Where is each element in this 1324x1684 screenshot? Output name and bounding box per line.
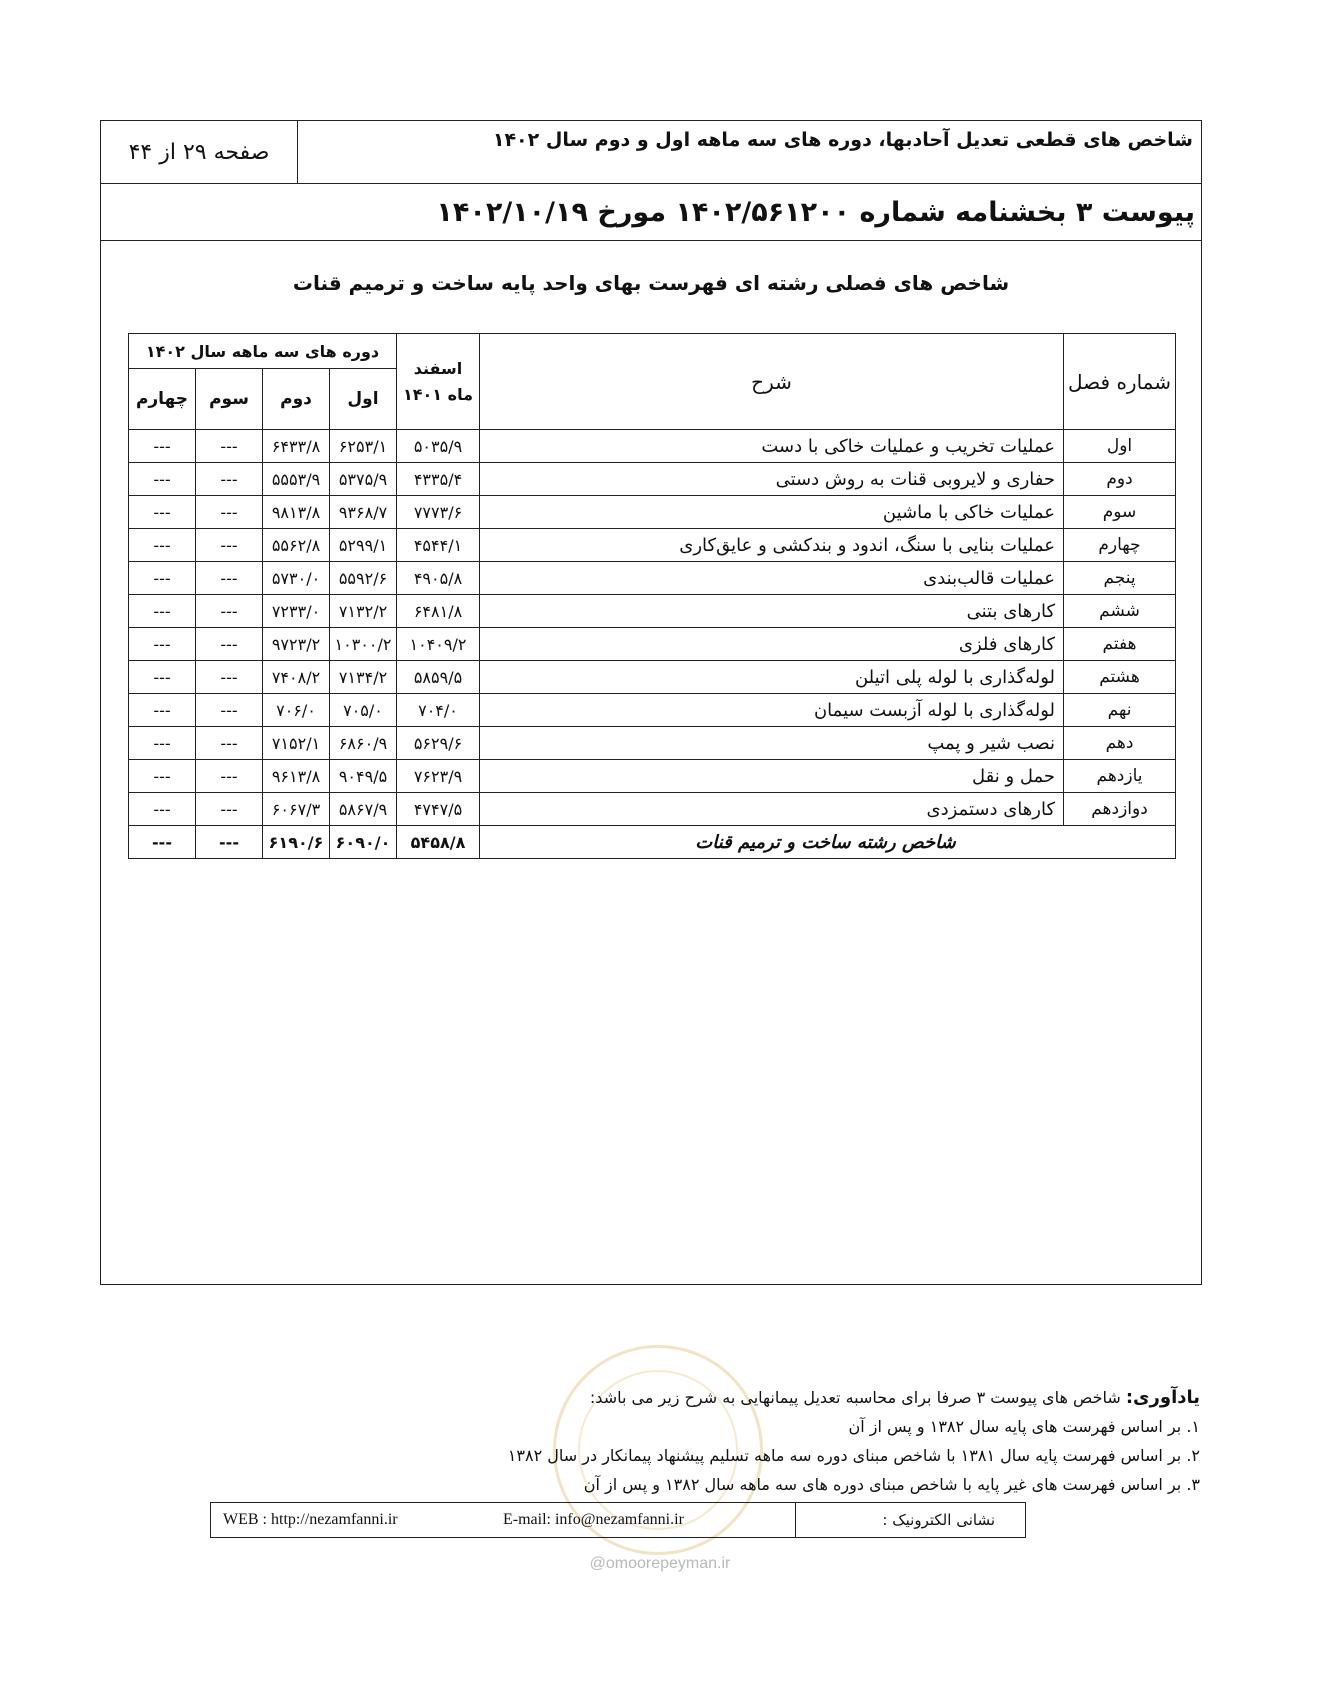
table-row	[129, 760, 1176, 793]
q3-cell: ---	[196, 793, 263, 826]
chapter-cell: هفتم	[1064, 628, 1176, 661]
q1-cell: ۷۰۵/۰	[330, 694, 397, 727]
q3-cell: ---	[196, 694, 263, 727]
q2-cell: ۷۱۵۲/۱	[263, 727, 330, 760]
table-body	[129, 430, 1176, 859]
table-row	[129, 463, 1176, 496]
q4-cell: ---	[129, 529, 196, 562]
chapter-cell: نهم	[1064, 694, 1176, 727]
total-description-cell: شاخص رشته ساخت و ترمیم قنات	[480, 826, 1176, 859]
q4-cell: ---	[129, 628, 196, 661]
table-row	[129, 430, 1176, 463]
q1-cell: ۱۰۳۰۰/۲	[330, 628, 397, 661]
chapter-cell: سوم	[1064, 496, 1176, 529]
chapter-cell: دوم	[1064, 463, 1176, 496]
col-header-q2: دوم	[263, 369, 330, 430]
document-title: شاخص های قطعی تعدیل آحادبها، دوره های سه ماهه اول و دوم سال ۱۴۰۲	[492, 129, 1193, 151]
q1-cell: ۵۵۹۲/۶	[330, 562, 397, 595]
col-header-chapter: شماره فصل	[1064, 334, 1176, 430]
q3-cell: ---	[196, 430, 263, 463]
notes-intro: شاخص های پیوست ۳ صرفا برای محاسبه تعدیل پیمانهایی به شرح زیر می باشد:	[589, 1388, 1121, 1407]
chapter-cell: ششم	[1064, 595, 1176, 628]
esfand-cell: ۴۹۰۵/۸	[397, 562, 480, 595]
q4-cell: ---	[129, 496, 196, 529]
q1-cell: ۶۸۶۰/۹	[330, 727, 397, 760]
q1-cell: ۷۱۳۲/۲	[330, 595, 397, 628]
q1-cell: ۹۳۶۸/۷	[330, 496, 397, 529]
esfand-cell: ۷۰۴/۰	[397, 694, 480, 727]
chapter-cell: یازدهم	[1064, 760, 1176, 793]
notes-lead: یادآوری:	[1125, 1387, 1200, 1408]
esfand-cell: ۶۴۸۱/۸	[397, 595, 480, 628]
description-cell: حمل و نقل	[480, 760, 1064, 793]
website-link[interactable]: WEB : http://nezamfanni.ir	[223, 1511, 398, 1528]
header-row	[101, 121, 1201, 184]
table-row	[129, 661, 1176, 694]
table-row	[129, 496, 1176, 529]
description-cell: عملیات بنایی با سنگ، اندود و بندکشی و عایق‌کاری	[480, 529, 1064, 562]
q1-cell: ۶۲۵۳/۱	[330, 430, 397, 463]
q1-cell: ۵۳۷۵/۹	[330, 463, 397, 496]
description-cell: حفاری و لایروبی قنات به روش دستی	[480, 463, 1064, 496]
esfand-cell: ۴۷۴۷/۵	[397, 793, 480, 826]
q2-cell: ۵۵۶۲/۸	[263, 529, 330, 562]
description-cell: لوله‌گذاری با لوله آزبست سیمان	[480, 694, 1064, 727]
q4-cell: ---	[129, 430, 196, 463]
q2-cell: ۹۶۱۳/۸	[263, 760, 330, 793]
q4-cell: ---	[129, 562, 196, 595]
description-cell: کارهای دستمزدی	[480, 793, 1064, 826]
site-tag: @omoorepeyman.ir	[589, 1555, 731, 1572]
table-row	[129, 529, 1176, 562]
table-row	[129, 793, 1176, 826]
total-q3-cell: ---	[196, 826, 263, 859]
note-item: ۳. بر اساس فهرست های غیر پایه با شاخص مبنای دوره های سه ماهه سال ۱۳۸۲ و پس از آن	[583, 1475, 1200, 1494]
q2-cell: ۵۵۵۳/۹	[263, 463, 330, 496]
q3-cell: ---	[196, 727, 263, 760]
q3-cell: ---	[196, 529, 263, 562]
q2-cell: ۷۲۳۳/۰	[263, 595, 330, 628]
chapter-cell: هشتم	[1064, 661, 1176, 694]
chapter-cell: چهارم	[1064, 529, 1176, 562]
q4-cell: ---	[129, 793, 196, 826]
q4-cell: ---	[129, 661, 196, 694]
col-header-q4: چهارم	[129, 369, 196, 430]
chapter-cell: اول	[1064, 430, 1176, 463]
q2-cell: ۶۴۳۳/۸	[263, 430, 330, 463]
q3-cell: ---	[196, 661, 263, 694]
appendix-title: پیوست ۳ بخشنامه شماره ۱۴۰۲/۵۶۱۲۰۰ مورخ ۱۴۰۲/۱۰/۱۹	[101, 184, 1201, 241]
notes-section	[420, 1383, 1200, 1499]
q2-cell: ۹۸۱۳/۸	[263, 496, 330, 529]
q4-cell: ---	[129, 463, 196, 496]
chapter-cell: دوازدهم	[1064, 793, 1176, 826]
description-cell: کارهای فلزی	[480, 628, 1064, 661]
total-esfand-cell: ۵۴۵۸/۸	[397, 826, 480, 859]
table-row	[129, 727, 1176, 760]
col-header-q3: سوم	[196, 369, 263, 430]
total-row	[129, 826, 1176, 859]
note-item: ۱. بر اساس فهرست های پایه سال ۱۳۸۲ و پس از آن	[848, 1417, 1200, 1436]
q3-cell: ---	[196, 595, 263, 628]
q3-cell: ---	[196, 496, 263, 529]
esfand-cell: ۵۸۵۹/۵	[397, 661, 480, 694]
q1-cell: ۵۲۹۹/۱	[330, 529, 397, 562]
q4-cell: ---	[129, 760, 196, 793]
col-header-description: شرح	[480, 334, 1064, 430]
table-row	[129, 628, 1176, 661]
total-q1-cell: ۶۰۹۰/۰	[330, 826, 397, 859]
contact-box	[210, 1502, 1026, 1538]
q2-cell: ۷۰۶/۰	[263, 694, 330, 727]
esfand-cell: ۱۰۴۰۹/۲	[397, 628, 480, 661]
q3-cell: ---	[196, 562, 263, 595]
description-cell: عملیات قالب‌بندی	[480, 562, 1064, 595]
q3-cell: ---	[196, 463, 263, 496]
q1-cell: ۵۸۶۷/۹	[330, 793, 397, 826]
esfand-cell: ۵۰۳۵/۹	[397, 430, 480, 463]
esfand-cell: ۵۶۲۹/۶	[397, 727, 480, 760]
index-table	[128, 333, 1176, 859]
description-cell: نصب شیر و پمپ	[480, 727, 1064, 760]
esfand-cell: ۴۵۴۴/۱	[397, 529, 480, 562]
q1-cell: ۷۱۳۴/۲	[330, 661, 397, 694]
col-header-q1: اول	[330, 369, 397, 430]
q4-cell: ---	[129, 595, 196, 628]
description-cell: کارهای بتنی	[480, 595, 1064, 628]
table-row	[129, 595, 1176, 628]
q3-cell: ---	[196, 760, 263, 793]
q2-cell: ۷۴۰۸/۲	[263, 661, 330, 694]
q4-cell: ---	[129, 694, 196, 727]
notes-intro-line	[420, 1383, 1200, 1412]
page-number: صفحه ۲۹ از ۴۴	[101, 121, 298, 183]
esfand-cell: ۷۷۷۳/۶	[397, 496, 480, 529]
email-link[interactable]: E-mail: info@nezamfanni.ir	[503, 1511, 684, 1528]
col-header-esfand: اسفند ماه ۱۴۰۱	[397, 334, 480, 430]
description-cell: عملیات خاکی با ماشین	[480, 496, 1064, 529]
total-q4-cell: ---	[129, 826, 196, 859]
q4-cell: ---	[129, 727, 196, 760]
q2-cell: ۶۰۶۷/۳	[263, 793, 330, 826]
q2-cell: ۵۷۳۰/۰	[263, 562, 330, 595]
chapter-cell: دهم	[1064, 727, 1176, 760]
note-item: ۲. بر اساس فهرست پایه سال ۱۳۸۱ با شاخص مبنای دوره سه ماهه تسلیم پیشنهاد پیمانکار در سال ۱۳۸۲	[507, 1446, 1200, 1465]
q2-cell: ۹۷۲۳/۲	[263, 628, 330, 661]
esfand-cell: ۴۳۳۵/۴	[397, 463, 480, 496]
esfand-cell: ۷۶۲۳/۹	[397, 760, 480, 793]
description-cell: عملیات تخریب و عملیات خاکی با دست	[480, 430, 1064, 463]
q1-cell: ۹۰۴۹/۵	[330, 760, 397, 793]
total-q2-cell: ۶۱۹۰/۶	[263, 826, 330, 859]
table-row	[129, 694, 1176, 727]
document-frame	[100, 120, 1202, 1285]
description-cell: لوله‌گذاری با لوله پلی اتیلن	[480, 661, 1064, 694]
q3-cell: ---	[196, 628, 263, 661]
col-header-quarters: دوره های سه ماهه سال ۱۴۰۲	[129, 334, 397, 369]
section-title: شاخص های فصلی رشته ای فهرست بهای واحد پایه ساخت و ترمیم قنات	[292, 271, 1010, 295]
chapter-cell: پنجم	[1064, 562, 1176, 595]
table-row	[129, 562, 1176, 595]
contact-label: نشانی الکترونیک :	[795, 1503, 1025, 1537]
